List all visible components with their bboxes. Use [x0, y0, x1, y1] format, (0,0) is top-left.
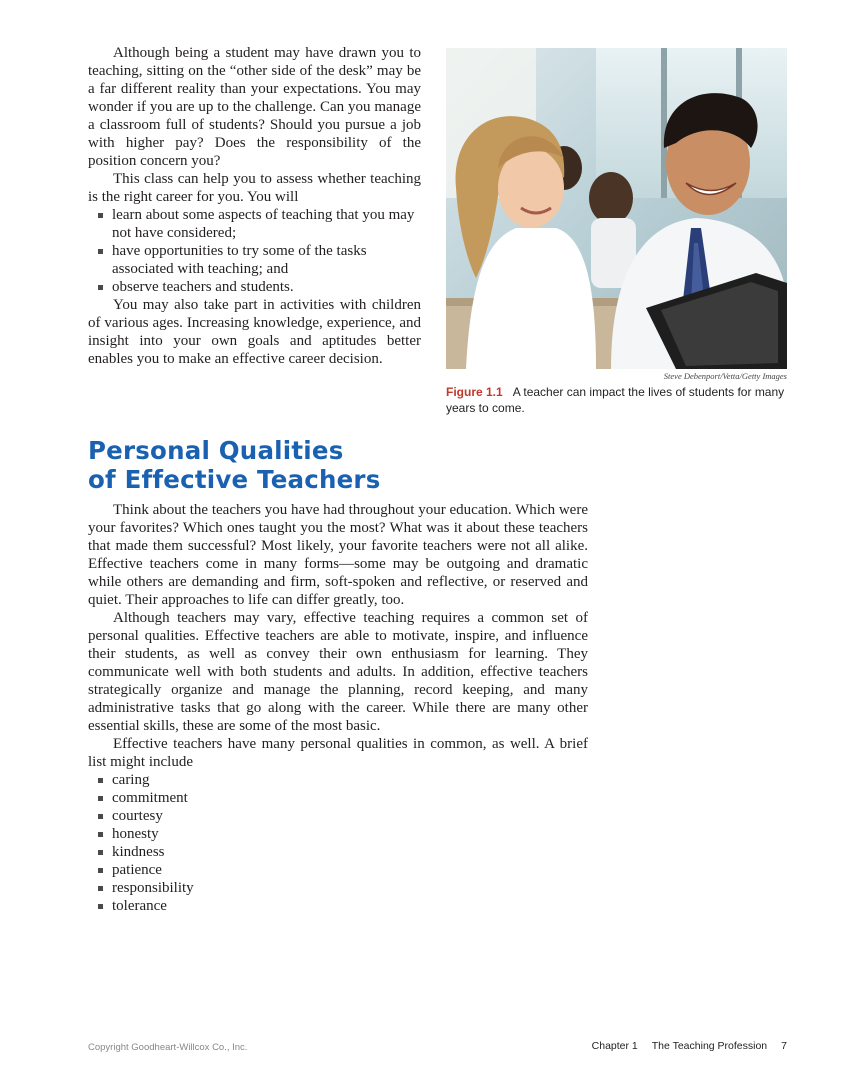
list-item: honesty [98, 825, 588, 843]
figure-1-1 [446, 48, 787, 416]
list-item: have opportunities to try some of the tasks associated with teaching; and [98, 242, 421, 278]
list-item: observe teachers and students. [98, 278, 421, 296]
section-paragraph-3: Effective teachers have many personal qualities in common, as well. A brief list might include [88, 736, 588, 770]
list-item: kindness [98, 843, 588, 861]
chapter-label: Chapter 1 [591, 1040, 638, 1052]
classroom-photo [446, 48, 787, 369]
teacher-student-photo-illustration [446, 48, 787, 369]
list-item: responsibility [98, 879, 588, 897]
list-item: tolerance [98, 897, 588, 915]
section-heading [88, 436, 588, 494]
intro-paragraph-1: Although being a student may have drawn you to teaching, sitting on the “other side of the desk” may be a far different reality than your expectations. You may wonder if you are up to the challenge. Can you manage a classroom full of students? Should you pursue a job with higher pay? Does the responsibility of the position concern you? [88, 45, 421, 169]
photo-credit: Steve Debenport/Vetta/Getty Images [663, 371, 787, 381]
list-item: learn about some aspects of teaching that you may not have considered; [98, 206, 421, 242]
section-heading-line-2: of Effective Teachers [88, 465, 381, 494]
figure-caption [446, 384, 787, 416]
page-number: 7 [781, 1040, 787, 1052]
list-item: patience [98, 861, 588, 879]
figure-caption-text: A teacher can impact the lives of students for many years to come. [446, 385, 785, 415]
copyright-notice: Copyright Goodheart-Willcox Co., Inc. [88, 1042, 248, 1053]
list-item: caring [98, 771, 588, 789]
section-paragraph-2: Although teachers may vary, effective teaching requires a common set of personal qualities. Effective teachers are able to motivate, inspire, and influence their students, as well as convey their own enthusiasm for learning. They communicate well with both students and adults. In addition, effective teachers strategically organize and manage the planning, record keeping, and many administrative tasks that go along with the career. While there are many other essential skills, these are some of the most basic. [88, 610, 588, 734]
intro-bullet-list [98, 206, 421, 296]
figure-label: Figure 1.1 [446, 385, 503, 399]
qualities-list [98, 771, 588, 915]
section-paragraph-1: Think about the teachers you have had throughout your education. Which were your favorites? Which ones taught you the most? What was it about these teachers that made them successful? Most likely, your favorite teachers were not all alike. Effective teachers come in many forms—some may be outgoing and dramatic while others are demanding and firm, soft-spoken and reflective, or reserved and quiet. Their approaches to life can differ greatly, too. [88, 502, 588, 608]
intro-paragraph-2: This class can help you to assess whether teaching is the right career for you. You will [88, 171, 421, 205]
list-item: courtesy [98, 807, 588, 825]
page-footer [592, 1040, 787, 1052]
section-heading-line-1: Personal Qualities [88, 436, 344, 465]
intro-paragraph-3: You may also take part in activities with children of various ages. Increasing knowledge, experience, and insight into your own goals and aptitudes better enables you to make an effective career decision. [88, 297, 421, 367]
section-body [88, 501, 588, 915]
intro-column [88, 44, 421, 368]
list-item: commitment [98, 789, 588, 807]
chapter-title: The Teaching Profession [651, 1040, 768, 1052]
